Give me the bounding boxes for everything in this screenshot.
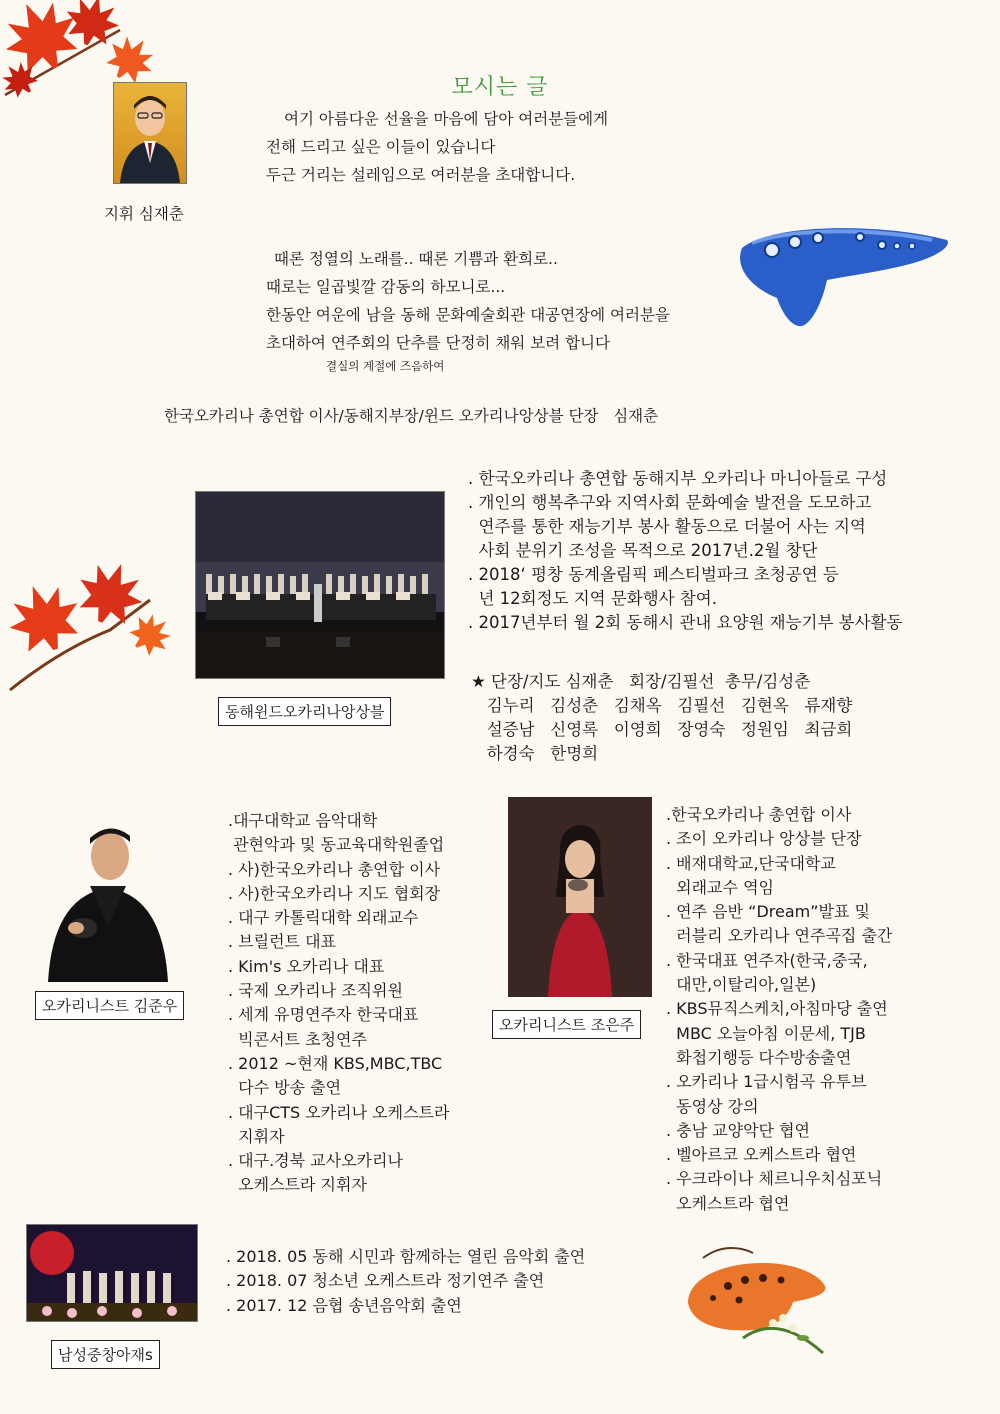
ensemble-description [468, 467, 902, 635]
intro-line: 여기 아름다운 선율을 마음에 담아 여러분들에게 [284, 110, 609, 128]
intro2-line: 한동안 여운에 남을 동해 문화예술회관 대공연장에 여러분을 [266, 306, 670, 324]
cho-bio-line: 대만,이탈리아,일본) [666, 975, 817, 995]
intro2-line: 때론 정열의 노래를.. 때론 기쁨과 환희로.. [274, 250, 558, 268]
cho-bio-line: MBC 오늘아침 이문세, TJB [666, 1023, 866, 1043]
kim-bio-line: . 세계 유명연주자 한국대표 [228, 1005, 419, 1025]
ensemble-desc-line: . 2017년부터 월 2회 동해시 관내 요양원 재능기부 봉사활동 [468, 613, 903, 632]
conductor-photo [113, 82, 187, 184]
kim-bio-line: 다수 방송 출연 [228, 1078, 342, 1098]
kim-bio-line: . 대구CTS 오카리나 오케스트라 [228, 1102, 450, 1122]
ensemble-desc-line: . 한국오카리나 총연합 동해지부 오카리나 마니아들로 구성 [468, 469, 888, 488]
choir-line: . 2017. 12 음협 송년음악회 출연 [226, 1295, 462, 1315]
cho-bio-line: . 오카리나 1급시험곡 유투브 [666, 1072, 867, 1092]
orange-ocarina-image [683, 1238, 833, 1358]
cho-bio-line: 화첩기행등 다수방송출연 [666, 1047, 852, 1067]
intro2-line: 초대하여 연주회의 단추를 단정히 채워 보려 합니다 [266, 334, 610, 352]
ensemble-caption: 동해윈드오카리나앙상블 [218, 697, 391, 726]
page-title: 모시는 글 [451, 75, 549, 100]
kim-caption: 오카리니스트 김준우 [35, 991, 184, 1020]
cho-bio-line: . 충남 교양악단 협연 [666, 1120, 810, 1140]
kim-bio-line: . 브릴런트 대표 [228, 932, 336, 952]
cho-biography [666, 803, 892, 1216]
ensemble-desc-line: . 2018‘ 평창 동계올림픽 페스티벌파크 초청공연 등 [468, 565, 839, 584]
cho-bio-line: 동영상 강의 [666, 1096, 759, 1116]
kim-photo [38, 816, 178, 982]
kim-bio-line: . 2012 ~현재 KBS,MBC,TBC [228, 1053, 443, 1073]
cho-bio-line: . 연주 음반 “Dream”발표 및 [666, 902, 870, 922]
members-line: 하경숙 한명희 [471, 744, 599, 763]
kim-bio-line: . 국제 오카리나 조직위원 [228, 981, 403, 1001]
conductor-caption: 지휘 심재춘 [104, 205, 184, 223]
kim-bio-line: . 대구 카톨릭대학 외래교수 [228, 908, 419, 928]
choir-caption: 남성중창아재s [51, 1340, 160, 1369]
kim-bio-line: 오케스트라 지휘자 [228, 1175, 367, 1195]
kim-bio-line: . 사)한국오카리나 지도 협회장 [228, 883, 441, 903]
ensemble-desc-line: 사회 분위기 조성을 목적으로 2017년.2월 창단 [468, 541, 818, 560]
signature-line: 한국오카리나 총연합 이사/동해지부장/윈드 오카리나앙상블 단장 심재춘 [164, 407, 659, 425]
cho-bio-line: . 배재대학교,단국대학교 [666, 853, 836, 873]
ensemble-members [471, 670, 852, 766]
cho-bio-line: 외래교수 역임 [666, 877, 774, 897]
cho-bio-line: 러블리 오카리나 연주곡집 출간 [666, 926, 893, 946]
ensemble-desc-line: 년 12회정도 지역 문화행사 참여. [468, 589, 717, 608]
kim-bio-line: . 대구.경북 교사오카리나 [228, 1151, 403, 1171]
intro2-line: 때로는 일곱빛깔 감동의 하모니로... [266, 278, 506, 296]
intro2-paragraph [266, 245, 670, 357]
maple-leaves-middle-left [0, 560, 180, 700]
ensemble-desc-line: . 개인의 행복추구와 지역사회 문화예술 발전을 도모하고 [468, 493, 872, 512]
kim-bio-line: . Kim's 오카리나 대표 [228, 956, 385, 976]
kim-bio-line: . 사)한국오카리나 총연합 이사 [228, 859, 441, 879]
cho-bio-line: . 벨아르코 오케스트라 협연 [666, 1145, 857, 1165]
kim-biography [228, 809, 449, 1198]
cho-bio-line: . 우크라이나 체르니우치심포닉 [666, 1169, 883, 1189]
ensemble-photo [195, 491, 445, 679]
intro-line: 전해 드리고 싶은 이들이 있습니다 [266, 138, 496, 156]
ensemble-desc-line: 연주를 통한 재능기부 봉사 활동으로 더불어 사는 지역 [468, 517, 866, 536]
blue-ocarina-image [732, 218, 954, 338]
cho-bio-line: 오케스트라 협연 [666, 1193, 790, 1213]
choir-line: . 2018. 07 청소년 오케스트라 정기연주 출연 [226, 1271, 545, 1291]
kim-bio-line: .대구대학교 음악대학 [228, 811, 378, 830]
members-line: 김누리 김성춘 김채옥 김필선 김현옥 류재향 [471, 696, 853, 715]
members-line: ★ 단장/지도 심재춘 회장/김필선 총무/김성춘 [471, 672, 811, 691]
kim-bio-line: 빅콘서트 초청연주 [228, 1029, 367, 1049]
members-line: 설증남 신영록 이영희 장영숙 정원임 최금희 [471, 720, 853, 739]
intro-line: 두근 거리는 설레임으로 여러분을 초대합니다. [266, 166, 576, 184]
cho-bio-line: .한국오카리나 총연합 이사 [666, 805, 852, 824]
cho-caption: 오카리니스트 조은주 [492, 1010, 641, 1039]
intro-paragraph [266, 105, 608, 189]
season-note: 결실의 계절에 즈음하여 [326, 359, 445, 373]
choir-line: . 2018. 05 동해 시민과 함께하는 열린 음악회 출연 [226, 1247, 586, 1266]
cho-bio-line: . KBS뮤직스케치,아침마당 출연 [666, 999, 888, 1019]
choir-performances [226, 1245, 585, 1318]
choir-photo [26, 1224, 198, 1322]
cho-photo [508, 797, 652, 997]
kim-bio-line: 관현악과 및 동교육대학원졸업 [228, 835, 445, 855]
kim-bio-line: 지휘자 [228, 1126, 285, 1146]
cho-bio-line: . 한국대표 연주자(한국,중국, [666, 950, 868, 970]
cho-bio-line: . 조이 오카리나 앙상블 단장 [666, 829, 862, 849]
